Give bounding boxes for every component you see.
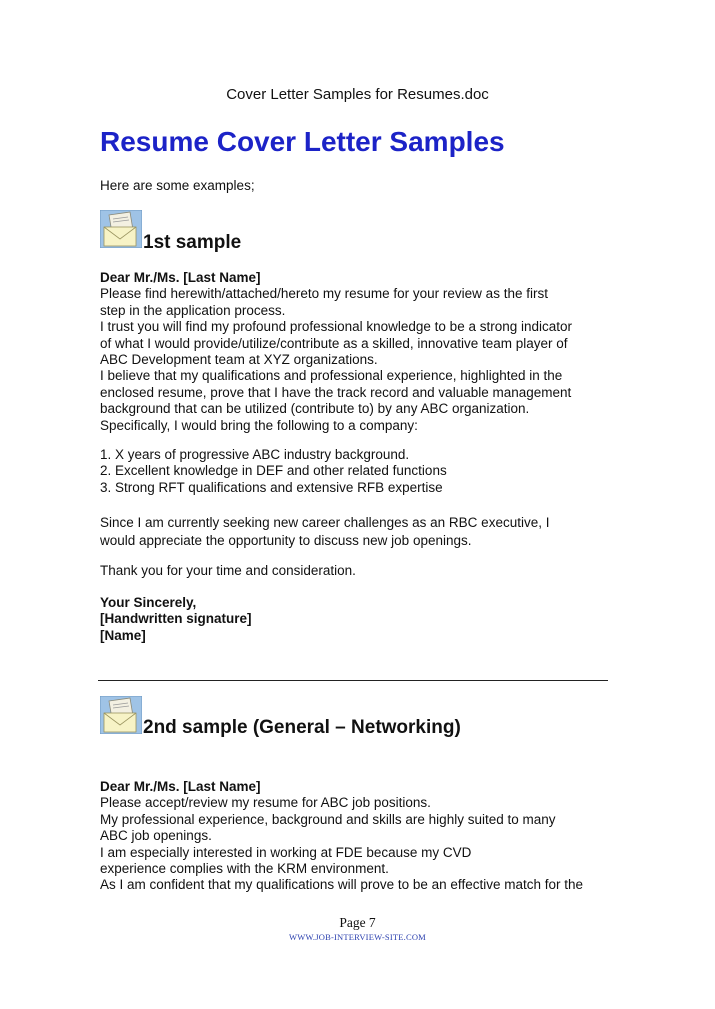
sample-1-list [100, 447, 620, 496]
letter-line: My professional experience, background and skills are highly suited to many [100, 811, 556, 827]
letter-line: Please find herewith/attached/hereto my resume for your review as the first [100, 286, 548, 302]
name-placeholder: [Name] [100, 627, 146, 643]
list-item: 3. Strong RFT qualifications and extensive RFB expertise [100, 479, 443, 495]
sample-2-heading: 2nd sample (General – Networking) [143, 717, 461, 738]
intro-text: Here are some examples; [100, 178, 255, 193]
sample-1-heading: 1st sample [143, 232, 242, 253]
letter-line: Specifically, I would bring the following to a company: [100, 417, 418, 433]
sample-1-closing-paragraph [100, 514, 620, 550]
letter-line: ABC Development team at XYZ organizations. [100, 352, 378, 368]
letter-line: Please accept/review my resume for ABC job positions. [100, 795, 431, 811]
letter-line: experience complies with the KRM environment. [100, 861, 389, 877]
letter-line: enclosed resume, prove that I have the track record and valuable management [100, 384, 572, 400]
letter-line: Since I am currently seeking new career challenges as an RBC executive, I [100, 515, 550, 530]
signature-placeholder: [Handwritten signature] [100, 611, 252, 627]
letter-line: of what I would provide/utilize/contribute as a skilled, innovative team player of [100, 335, 568, 351]
sample-1-thanks: Thank you for your time and consideration. [100, 563, 356, 578]
page-number: Page 7 [339, 915, 376, 930]
envelope-letter-icon [100, 696, 142, 739]
letter-line: would appreciate the opportunity to discuss new job openings. [100, 533, 472, 548]
letter-line: I believe that my qualifications and professional experience, highlighted in the [100, 368, 563, 384]
letter-line: ABC job openings. [100, 828, 212, 844]
letter-line: I trust you will find my profound professional knowledge to be a strong indicator [100, 319, 573, 335]
letter-line: background that can be utilized (contribute to) by any ABC organization. [100, 401, 530, 417]
page-title: Resume Cover Letter Samples [100, 126, 505, 157]
sample-1-letter [100, 270, 620, 434]
sample-2-letter [100, 779, 620, 894]
footer-url: WWW.JOB-INTERVIEW-SITE.COM [289, 932, 426, 942]
signoff-line: Your Sincerely, [100, 595, 197, 610]
section-divider [98, 680, 608, 681]
letter-line: step in the application process. [100, 302, 286, 318]
envelope-letter-icon [100, 210, 142, 253]
sample-1-salutation: Dear Mr./Ms. [Last Name] [100, 270, 261, 285]
letter-line: As I am confident that my qualifications will prove to be an effective match for the [100, 877, 583, 893]
letter-line: I am especially interested in working at FDE because my CVD [100, 844, 472, 860]
document-header: Cover Letter Samples for Resumes.doc [226, 86, 489, 103]
sample-1-signoff [100, 595, 620, 644]
list-item: 2. Excellent knowledge in DEF and other related functions [100, 463, 447, 479]
list-item: 1. X years of progressive ABC industry background. [100, 447, 410, 462]
sample-2-salutation: Dear Mr./Ms. [Last Name] [100, 779, 261, 794]
